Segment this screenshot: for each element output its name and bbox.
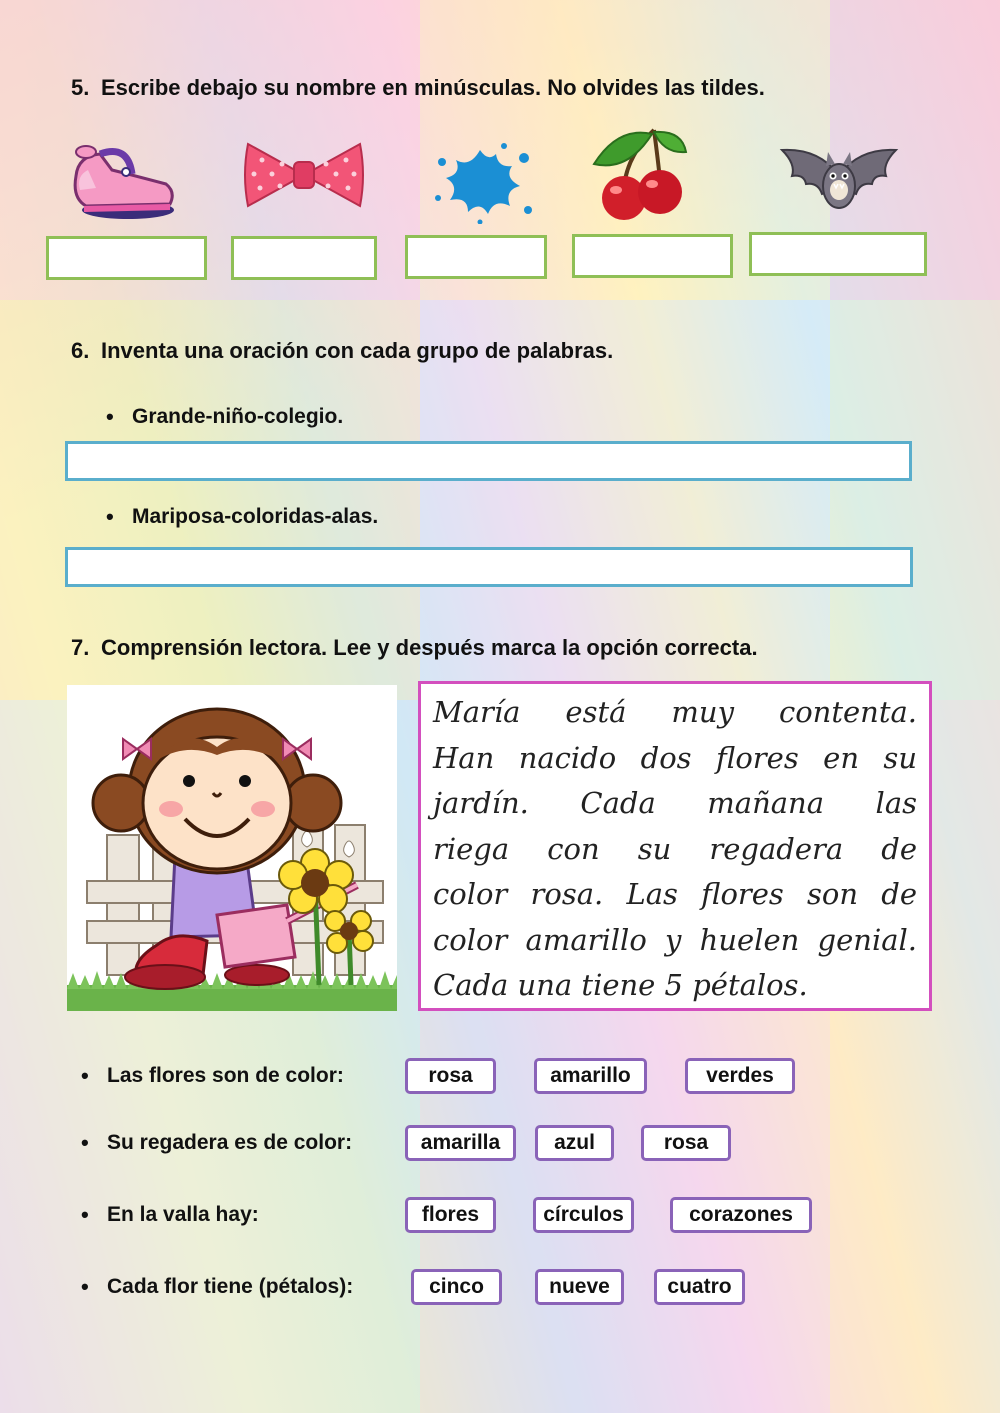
question-2-label: • Su regadera es de color: xyxy=(107,1131,352,1155)
section6-heading xyxy=(71,338,613,364)
bow-icon xyxy=(242,140,366,210)
option-flores-button[interactable]: flores xyxy=(405,1197,496,1233)
splash-icon xyxy=(430,140,534,224)
answer-box-bat[interactable] xyxy=(749,232,927,276)
answer-box-splash[interactable] xyxy=(405,235,547,279)
answer-box-shoe[interactable] xyxy=(46,236,207,280)
reading-line: Cada una tiene 5 pétalos. xyxy=(433,968,808,1002)
section5-heading xyxy=(71,75,765,101)
answer-box-cherries[interactable] xyxy=(572,234,733,278)
girl-watering-flowers-image xyxy=(67,685,397,1011)
option-nueve-button[interactable]: nueve xyxy=(535,1269,624,1305)
section7-instruction: Comprensión lectora. Lee y después marca la opción correcta. xyxy=(101,635,758,660)
reading-line: jardín. Cada mañana las xyxy=(433,786,917,820)
option-cinco-button[interactable]: cinco xyxy=(411,1269,502,1305)
section6-number: 6. xyxy=(71,338,90,363)
option-rosa-button[interactable]: rosa xyxy=(405,1058,496,1094)
word-group-2: • Mariposa-coloridas-alas. xyxy=(132,505,378,529)
option-cuatro-button[interactable]: cuatro xyxy=(654,1269,745,1305)
cherries-icon xyxy=(588,124,692,224)
reading-passage xyxy=(418,681,932,1011)
option-verdes-button[interactable]: verdes xyxy=(685,1058,795,1094)
option-amarilla-button[interactable]: amarilla xyxy=(405,1125,516,1161)
option-azul-button[interactable]: azul xyxy=(535,1125,614,1161)
shoe-icon xyxy=(66,132,178,222)
section5-number: 5. xyxy=(71,75,90,100)
reading-line: Han nacido dos flores en su xyxy=(433,740,917,775)
section7-heading xyxy=(71,635,758,661)
reading-line: color amarillo y huelen genial. xyxy=(433,922,917,957)
question-1-label: • Las flores son de color: xyxy=(107,1064,344,1088)
option-corazones-button[interactable]: corazones xyxy=(670,1197,812,1233)
option-amarillo-button[interactable]: amarillo xyxy=(534,1058,647,1094)
bg-tile xyxy=(830,300,1000,700)
reading-line: María está muy contenta. xyxy=(433,695,917,729)
reading-line: riega con su regadera de xyxy=(433,831,917,866)
section7-number: 7. xyxy=(71,635,90,660)
bat-icon xyxy=(778,144,900,224)
section6-instruction: Inventa una oración con cada grupo de palabras. xyxy=(101,338,614,363)
question-4-label: • Cada flor tiene (pétalos): xyxy=(107,1275,353,1299)
answer-box-bow[interactable] xyxy=(231,236,377,280)
option-circulos-button[interactable]: círculos xyxy=(533,1197,634,1233)
section5-instruction: Escribe debajo su nombre en minúsculas. No olvides las tildes. xyxy=(101,75,765,100)
option-rosa-2-button[interactable]: rosa xyxy=(641,1125,731,1161)
word-group-1: • Grande-niño-colegio. xyxy=(132,405,343,429)
sentence-input-2[interactable] xyxy=(65,547,913,587)
sentence-input-1[interactable] xyxy=(65,441,912,481)
reading-line: color rosa. Las flores son de xyxy=(433,877,917,911)
question-3-label: • En la valla hay: xyxy=(107,1203,259,1227)
